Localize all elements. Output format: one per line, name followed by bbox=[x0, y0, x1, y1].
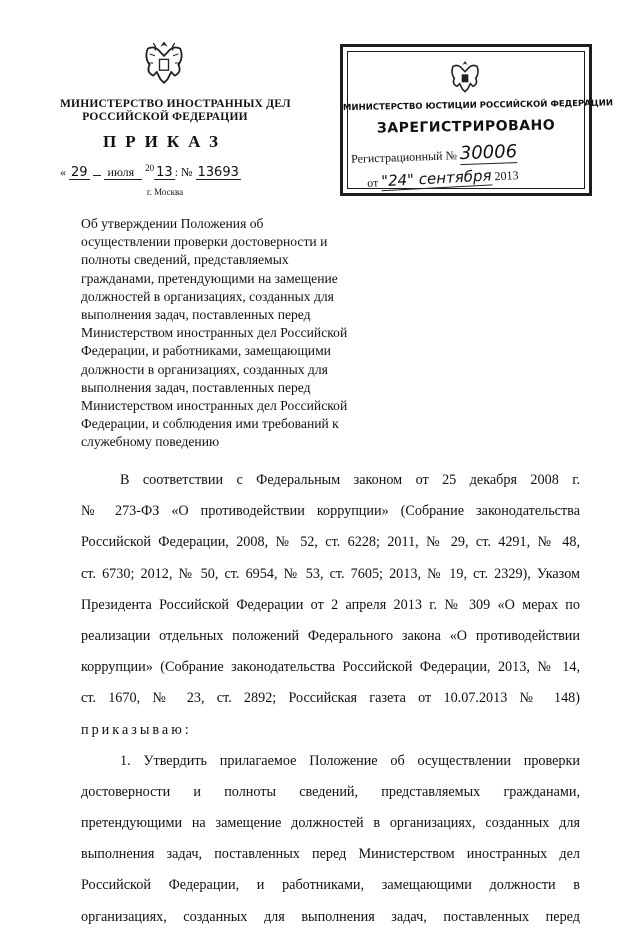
date-month: июля bbox=[104, 165, 143, 180]
subject-line: Министерством иностранных дел Российской bbox=[81, 325, 348, 341]
item1-line: достоверности и полноты сведений, представляемых гражданами, bbox=[81, 783, 580, 800]
number-sign: № bbox=[181, 165, 193, 179]
order-word: приказываю: bbox=[81, 721, 192, 738]
subject-line: Министерством иностранных дел Российской bbox=[81, 398, 348, 414]
stamp-reg-number: 30006 bbox=[459, 141, 518, 165]
subject-line: Об утверждении Положения об bbox=[81, 216, 264, 231]
item1-line: выполнения задач, поставленных перед Министерством иностранных дел bbox=[81, 846, 580, 863]
subject-line: Федерации, и соблюдения ими требований к bbox=[81, 416, 339, 432]
date-year-prefix: 20 bbox=[145, 163, 155, 173]
subject-line: выполнения задач, поставленных перед bbox=[81, 379, 311, 395]
ministry-name bbox=[60, 98, 291, 124]
registration-stamp bbox=[340, 44, 614, 196]
preamble-line: В соответствии с Федеральным законом от 25 декабря 2008 г. bbox=[120, 472, 580, 488]
order-date-number-line: « 29 июля $^{20}$ 13 : № 13693 bbox=[60, 163, 239, 180]
subject-line: полноты сведений, представляемых bbox=[81, 252, 289, 268]
stamp-date-value: "24" сентября bbox=[380, 166, 492, 191]
date-day: 29 bbox=[71, 165, 88, 180]
preamble-line: № 273-ФЗ «О противодействии коррупции» (Собрание законодательства bbox=[81, 503, 580, 520]
ministry-line-1: МИНИСТЕРСТВО ИНОСТРАННЫХ ДЕЛ bbox=[60, 98, 291, 110]
preamble-line: Президента Российской Федерации от 2 апреля 2013 г. № 309 «О мерах по bbox=[81, 596, 580, 613]
subject-line: гражданами, претендующими на замещение bbox=[81, 270, 338, 286]
stamp-registered-label: ЗАРЕГИСТРИРОВАНО bbox=[376, 117, 556, 137]
stamp-emblem-icon bbox=[444, 57, 486, 97]
subject-line: выполнения задач, поставленных перед bbox=[81, 307, 311, 323]
stamp-registration-number-row bbox=[351, 141, 518, 168]
stamp-date-label: от bbox=[366, 175, 379, 190]
subject-line: должности в организациях, созданных для bbox=[81, 361, 328, 377]
item1-line: Российской Федерации, и работниками, замещающими должности в bbox=[81, 877, 580, 894]
stamp-reg-number-label: Регистрационный № bbox=[350, 148, 458, 166]
item1-line: 1. Утвердить прилагаемое Положение об осуществлении проверки bbox=[120, 752, 580, 769]
subject-line: служебному поведению bbox=[81, 434, 220, 450]
date-open-quote: « bbox=[60, 165, 66, 179]
date-year-suffix: 13 bbox=[156, 165, 173, 180]
order-number: 13693 bbox=[197, 165, 239, 180]
stamp-date-year: 2013 bbox=[494, 168, 519, 184]
subject-line: Федерации, и работниками, замещающими bbox=[81, 343, 331, 359]
preamble-line: ст. 1670, № 23, ст. 2892; Российская газета от 10.07.2013 № 148) bbox=[81, 690, 580, 707]
item1-line: претендующими на замещение должностей в организациях, созданных для bbox=[81, 815, 580, 832]
subject-line: осуществлении проверки достоверности и bbox=[81, 234, 328, 250]
city-label: г. Москва bbox=[146, 187, 184, 197]
preamble-line: коррупции» (Собрание законодательства Российской Федерации, 2013, № 14, bbox=[81, 659, 580, 676]
ministry-line-2: РОССИЙСКОЙ ФЕДЕРАЦИИ bbox=[82, 111, 248, 123]
item1-line: организациях, созданных для выполнения задач, поставленных перед bbox=[81, 908, 580, 925]
order-subject bbox=[81, 215, 381, 452]
coat-of-arms-emblem bbox=[137, 36, 191, 90]
subject-line: должностей в организациях, созданных для bbox=[81, 288, 334, 304]
stamp-ministry-label: МИНИСТЕРСТВО ЮСТИЦИИ РОССИЙСКОЙ ФЕДЕРАЦИИ bbox=[342, 98, 614, 114]
document-type-title: ПРИКАЗ bbox=[103, 132, 227, 151]
preamble-line: реализации отдельных положений Федерального закона «О противодействии bbox=[81, 627, 580, 644]
preamble-line: Российской Федерации, 2008, № 52, ст. 6228; 2011, № 29, ст. 4291, № 48, bbox=[81, 534, 580, 551]
preamble-line: ст. 6730; 2012, № 50, ст. 6954, № 53, ст. 7605; 2013, № 19, ст. 2329), Указом bbox=[81, 565, 580, 582]
order-body bbox=[81, 465, 580, 933]
